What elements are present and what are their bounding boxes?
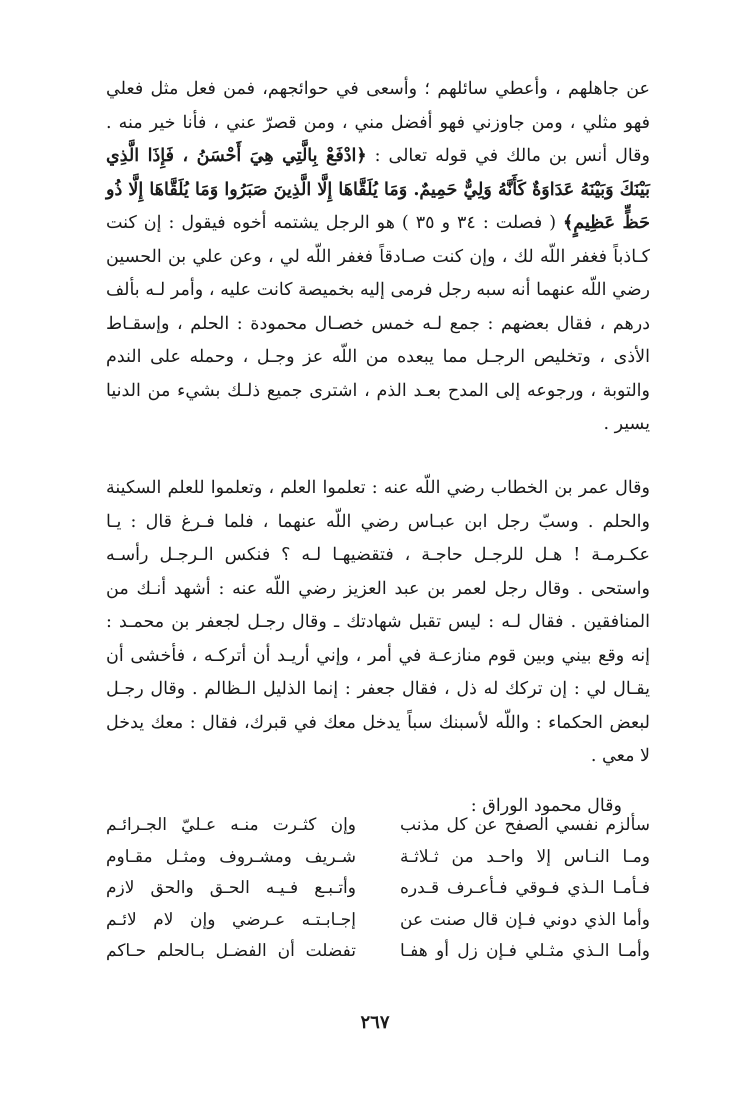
paragraph-1-part-1: عن جاهلهم ، وأعطي سائلهم ؛ وأسعى في حوائجهم، فمن فعل مثل فعلي فهو مثلي ، ومن جاوزني فهو أفضل مني ، ومن قصرّ عني ، فأنا خير منه . وقال أنس بن مالك في قوله تعالى : <box>106 79 650 166</box>
verse-second-hemistich: تفضلت أن الفضـل بـالحلم حـاكم <box>106 941 356 961</box>
poem-verse <box>106 905 650 937</box>
poem-verse <box>106 936 650 968</box>
paragraph-2 <box>106 472 650 774</box>
verse-second-hemistich: شـريف ومشـروف ومثـل مقـاوم <box>106 846 356 867</box>
paragraph-2-text: وقال عمر بن الخطاب رضي اللّه عنه : تعلموا العلم ، وتعلموا للعلم السكينة والحلم . وسبّ رجل ابن عبـاس رضي اللّه عنهما ، فلما فـرغ قال : يـا عكـرمـة ! هـل للرجـل حاجـة ، فتقضيهـا لـه ؟ فنكس الـرجـل رأسـه واستحى . وقال رجل لعمر بن عبد العزيز رضي اللّه عنه : أشهد أنـك من المنافقين . فقال لـه : ليس تقبل شهادتك ـ وقال رجـل لجعفر بن محمـد : إنه وقع بيني وبين قوم منازعـة في أمر ، وإني أريـد أن أتركـه ، فأخشى أن يقـال لي : إن تركك له ذل ، فقال جعفر : إنما الذليل الـظالم . وقال رجـل لبعض الحكماء : واللّه لأسبنك سباً يدخل معك في قبرك، فقال : معك يدخل لا معي . <box>106 478 650 766</box>
verse-second-hemistich: وأتـبـع فـيـه الحـق والحق لازم <box>106 878 356 898</box>
quran-verse: ﴿ادْفَعْ بِالَّتِي هِيَ أَحْسَنُ ، فَإِذَا الَّذِي بَيْنَكَ وَبَيْنَهُ عَدَاوَةٌ كَأَنَّهُ وَلِيٌّ حَمِيمٌ. وَمَا يُلَقَّاهَا إِلَّا الَّذِينَ صَبَرُوا وَمَا يُلَقَّاهَا إِلَّا ذُو حَظٍّ عَظِيمٍ﴾ <box>106 146 650 233</box>
poem <box>106 810 650 968</box>
poem-verse <box>106 873 650 905</box>
paragraph-1-part-2: ( فصلت : ٣٤ و ٣٥ ) هو الرجل يشتمه أخوه فيقول : إن كنت كـاذباً فغفر اللّه لك ، وإن كنت صـادقاً فغفر اللّه لي ، وعن علي بن الحسين رضي اللّه عنهما أنه سبه رجل فرمى إليه بخميصة كانت عليه ، وأمر لـه بألف درهم ، فقال بعضهم : جمع لـه خمس خصـال محمودة : الحلم ، وإسقـاط الأذى ، وتخليص الرجـل مما يبعده من اللّه عز وجـل ، وحمله على الندم والتوبة ، ورجوعه إلى المدح بعـد الذم ، اشترى جميع ذلـك بشيء من الدنيا يسير . <box>106 213 650 434</box>
verse-first-hemistich: فـأمـا الـذي فـوقي فـأعـرف قـدره <box>400 878 650 898</box>
verse-second-hemistich: إجـابـتـه عـرضي وإن لام لائـم <box>106 909 356 930</box>
poem-intro: وقال محمود الوراق : <box>470 796 622 816</box>
page-number: ٢٦٧ <box>360 1012 390 1033</box>
verse-second-hemistich: وإن كثـرت منـه عـليّ الجـرائـم <box>106 815 356 835</box>
paragraph-1 <box>106 73 650 442</box>
verse-first-hemistich: وأمـا الـذي مثـلي فـإن زل أو هفـا <box>400 941 650 961</box>
poem-verse <box>106 842 650 874</box>
verse-first-hemistich: ومـا النـاس إلا واحـد من ثـلاثـة <box>400 846 650 867</box>
verse-first-hemistich: سألزم نفسي الصفح عن كل مذنب <box>400 815 650 835</box>
poem-verse <box>106 810 650 842</box>
paragraph-1-text <box>106 73 650 442</box>
verse-first-hemistich: وأما الذي دوني فـإن قال صنت عن <box>400 909 650 930</box>
